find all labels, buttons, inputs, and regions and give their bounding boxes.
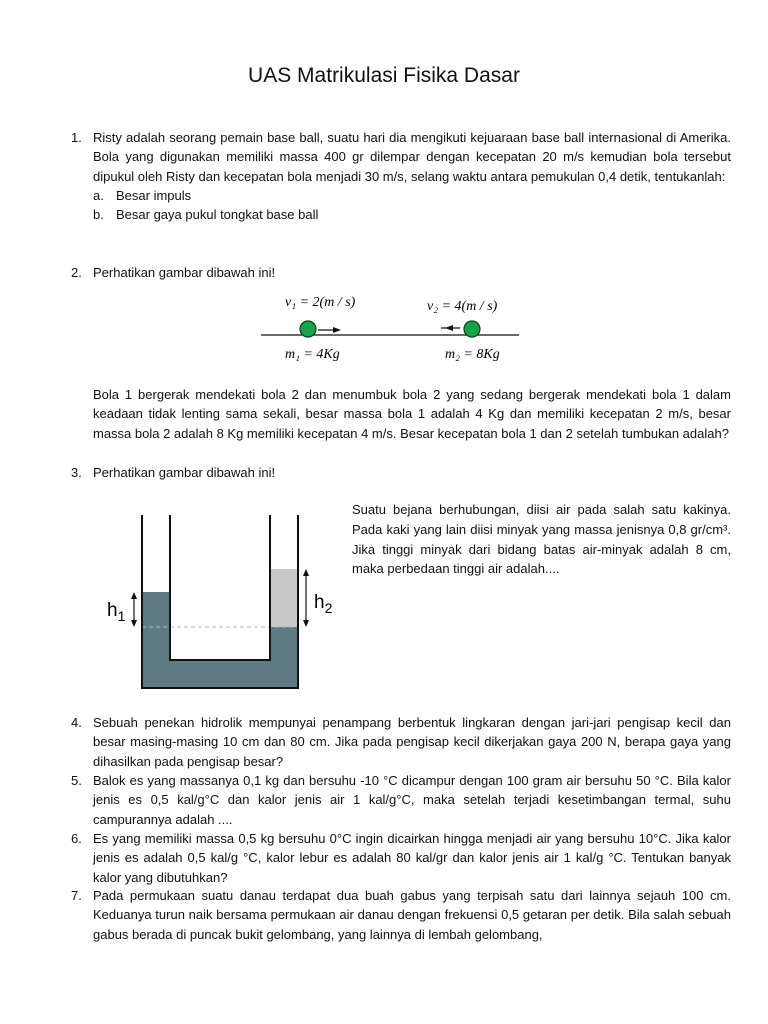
h1-arrowhead-top [131, 592, 137, 599]
question-number: 5. [71, 773, 82, 788]
m2-label: m₂ = 8Kg [445, 347, 500, 362]
sub-item-text: Besar impuls [116, 187, 192, 203]
question-number: 6. [71, 831, 82, 846]
ball-1 [300, 321, 316, 337]
vessel-inner-wall [170, 515, 270, 660]
question-number: 2. [71, 265, 82, 280]
question-4 [71, 713, 731, 771]
h2-letter: h [314, 592, 325, 613]
question-5 [71, 771, 731, 829]
ball-1-arrowhead [333, 327, 341, 333]
sub-item-text: Besar gaya pukul tongkat base ball [116, 207, 319, 223]
h2-label [314, 592, 333, 616]
sub-item-b [93, 205, 731, 224]
sub-item-letter: a. [93, 187, 104, 203]
v1-label: v₁ = 2(m / s) [285, 295, 356, 310]
question-2 [71, 263, 731, 282]
h1-letter: h [107, 600, 118, 621]
question-text: Risty adalah seorang pemain base ball, suatu hari dia mengikuti kejuaraan base ball internasional di Amerika. Bola yang digunakan memiliki massa 400 gr dilempar dengan kecepatan 20 m/s kemudian bola tersebut dipukul oleh Risty dan kecepatan bola menjadi 30 m/s, selang waktu antara pemukulan 0,4 detik, tentukanlah: [93, 130, 731, 184]
question-2-paragraph: Bola 1 bergerak mendekati bola 2 dan menumbuk bola 2 yang sedang bergerak mendekati bola 1 dalam keadaan tidak lenting sama sekali, besar massa bola 1 adalah 4 Kg dan memiliki kecepatan 2 m/s, besar massa bola 2 adalah 8 Kg memiliki kecepatan 4 m/s. Besar kecepatan bola 1 dan 2 setelah tumbukan adalah? [93, 387, 731, 441]
question-text: Es yang memiliki massa 0,5 kg bersuhu 0°C ingin dicairkan hingga menjadi air yang bersuhu 10°C. Jika kalor jenis es adalah 0,5 kal/g °C, kalor lebur es adalah 80 kal/gr dan kalor jenis air 1 kal/g °C. Tentukan banyak kalor yang dibutuhkan? [93, 831, 731, 885]
m1-label: m₁ = 4Kg [285, 347, 340, 362]
page-title: UAS Matrikulasi Fisika Dasar [248, 64, 520, 87]
sub-item-a [93, 186, 731, 205]
u-tube-diagram [100, 510, 340, 695]
question-3-description: Suatu bejana berhubungan, diisi air pada salah satu kakinya. Pada kaki yang lain diisi minyak yang massa jenisnya 0,8 gr/cm³. Jika tinggi minyak dari bidang batas air-minyak adalah 8 cm, maka perbedaan tinggi air adalah.... [352, 502, 731, 577]
question-text: Perhatikan gambar dibawah ini! [93, 265, 276, 280]
oil-column [270, 569, 298, 627]
h1-subscript: 1 [117, 608, 126, 624]
h2-arrowhead-top [303, 569, 309, 576]
h2-arrowhead-bottom [303, 620, 309, 627]
v2-label: v₂ = 4(m / s) [427, 299, 498, 314]
collision-diagram [255, 288, 525, 368]
question-text: Sebuah penekan hidrolik mempunyai penampang berbentuk lingkaran dengan jari-jari pengisap kecil dan besar masing-masing 10 cm dan 80 cm. Jika pada pengisap kecil dikerjakan gaya 200 N, berapa gaya yang dihasilkan pada pengisap besar? [93, 715, 731, 769]
question-text: Balok es yang massanya 0,1 kg dan bersuhu -10 °C dicampur dengan 100 gram air bersuhu 50 °C. Bila kalor jenis es 0,5 kal/g°C dan kalor jenis air 1 kal/g°C, maka setelah terjadi kesetimbangan termal, suhu campurannya adalah .... [93, 773, 731, 827]
h2-subscript: 2 [324, 600, 333, 616]
question-text: Perhatikan gambar dibawah ini! [93, 465, 276, 480]
ball-2 [464, 321, 480, 337]
question-number: 3. [71, 465, 82, 480]
question-number: 4. [71, 715, 82, 730]
h1-label [107, 600, 126, 624]
question-text: Pada permukaan suatu danau terdapat dua buah gabus yang terpisah satu dari lainnya sejauh 100 cm. Keduanya turun naik bersama permukaan air danau dengan frekuensi 0,5 getaran per detik. Bila salah sebuah gabus berada di puncak bukit gelombang, yang lainnya di lembah gelombang, [93, 888, 731, 942]
question-3 [71, 463, 731, 482]
question-1 [71, 128, 731, 224]
question-number: 1. [71, 130, 82, 145]
h1-arrowhead-bottom [131, 620, 137, 627]
question-7 [71, 886, 731, 944]
question-6 [71, 829, 731, 887]
question-number: 7. [71, 888, 82, 903]
ball-2-arrowhead [445, 325, 453, 331]
sub-item-letter: b. [93, 207, 104, 223]
